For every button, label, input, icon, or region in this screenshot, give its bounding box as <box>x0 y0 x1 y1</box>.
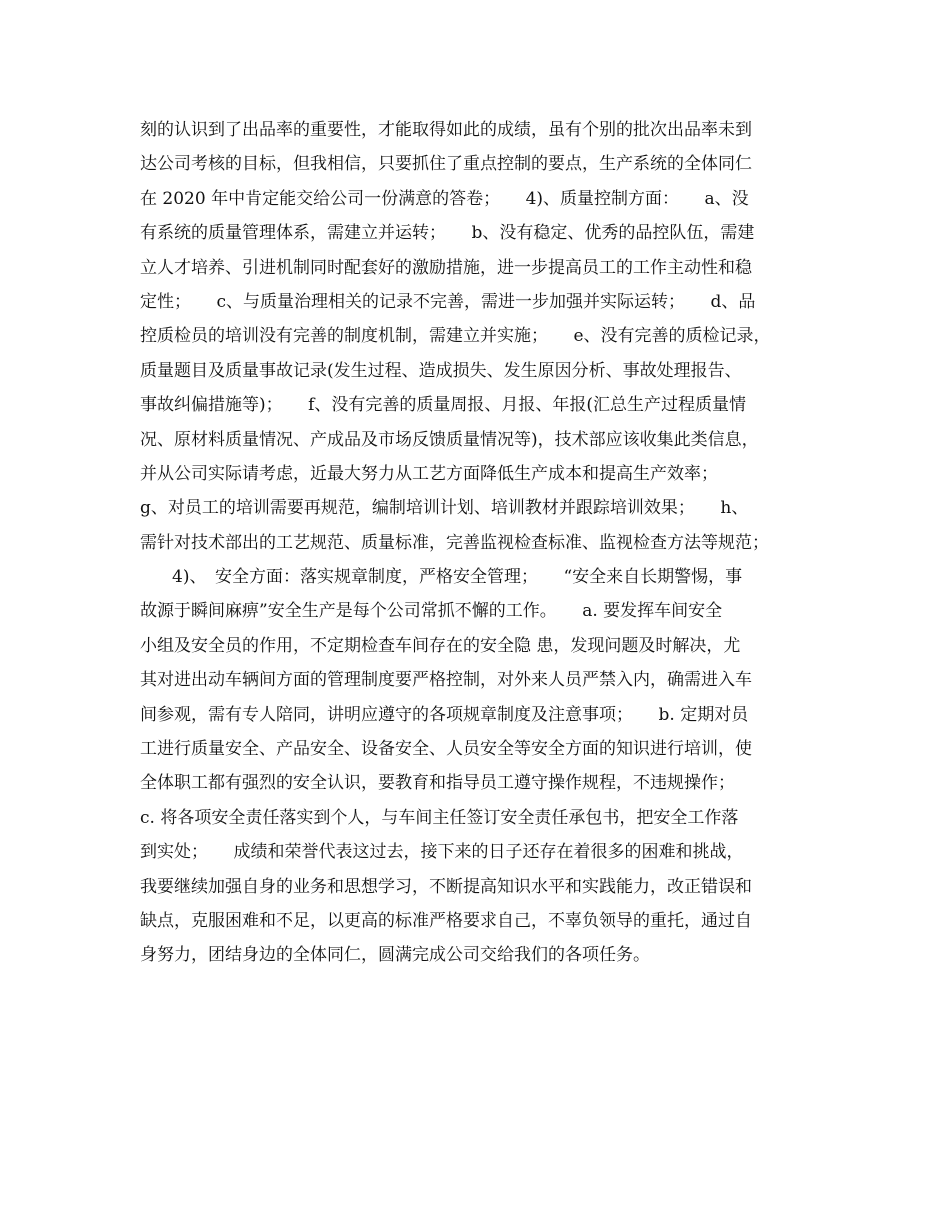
text-line: 到实处； 成绩和荣誉代表这过去，接下来的日子还存在着很多的困难和挑战， <box>140 842 744 863</box>
document-body <box>140 113 820 973</box>
text-line: 身努力，团结身边的全体同仁，圆满完成公司交给我们的各项任务。 <box>140 945 650 966</box>
text-line: 事故纠偏措施等)； f、没有完善的质量周报、月报、年报(汇总生产过程质量情 <box>140 395 747 416</box>
text-line: 并从公司实际请考虑，近最大努力从工艺方面降低生产成本和提高生产效率； <box>140 463 718 484</box>
text-line: 定性； c、与质量治理相关的记录不完善，需进一步加强并实际运转； d、品 <box>140 291 756 312</box>
text-line: 缺点，克服困难和不足，以更高的标准严格要求自己，不辜负领导的重托，通过自 <box>140 910 752 931</box>
text-line: 全体职工都有强烈的安全认识，要教育和指导员工遵守操作规程，不违规操作； <box>140 773 735 794</box>
text-line: 故源于瞬间麻痹”安全生产是每个公司常抓不懈的工作。 a. 要发挥车间安全 <box>140 601 723 622</box>
text-line-content: 4)、 安全方面：落实规章制度，严格安全管理； “安全来自长期警惕，事 <box>172 567 743 588</box>
text-line: 控质检员的培训没有完善的制度机制，需建立并实施； e、没有完善的质检记录， <box>140 326 771 347</box>
text-line: 我要继续加强自身的业务和思想学习，不断提高知识水平和实践能力，改正错误和 <box>140 876 752 897</box>
text-line: 况、原材料质量情况、产成品及市场反馈质量情况等)，技术部应该收集此类信息， <box>140 429 759 450</box>
text-line: 间参观，需有专人陪同，讲明应遵守的各项规章制度及注意事项； b. 定期对员 <box>140 704 749 725</box>
text-line: 达公司考核的目标，但我相信，只要抓住了重点控制的要点，生产系统的全体同仁 <box>140 154 752 175</box>
text-line: 有系统的质量管理体系，需建立并运转； b、没有稳定、优秀的品控队伍，需建 <box>140 223 755 244</box>
text-line: 其对进出动车辆间方面的管理制度要严格控制，对外来人员严禁入内，确需进入车 <box>140 670 752 691</box>
text-line: 立人才培养、引进机制同时配套好的激励措施，进一步提高员工的工作主动性和稳 <box>140 257 752 278</box>
text-line: 小组及安全员的作用，不定期检查车间存在的安全隐 患，发现问题及时解决，尤 <box>140 635 741 656</box>
text-line-indented <box>140 560 820 594</box>
text-line: c. 将各项安全责任落实到个人，与车间主任签订安全责任承包书，把安全工作落 <box>140 807 739 828</box>
text-line: 工进行质量安全、产品安全、设备安全、人员安全等安全方面的知识进行培训，使 <box>140 739 752 760</box>
text-line: 刻的认识到了出品率的重要性，才能取得如此的成绩，虽有个别的批次出品率未到 <box>140 120 752 140</box>
text-line: 需针对技术部出的工艺规范、质量标准，完善监视检查标准、监视检查方法等规范； <box>140 532 769 553</box>
text-line: 质量题目及质量事故记录(发生过程、造成损失、发生原因分析、事故处理报告、 <box>140 360 742 381</box>
text-line: 在 2020 年中肯定能交给公司一份满意的答卷； 4)、质量控制方面： a、没 <box>140 188 749 209</box>
text-line: g、对员工的培训需要再规范，编制培训计划、培训教材并跟踪培训效果； h、 <box>140 498 749 519</box>
